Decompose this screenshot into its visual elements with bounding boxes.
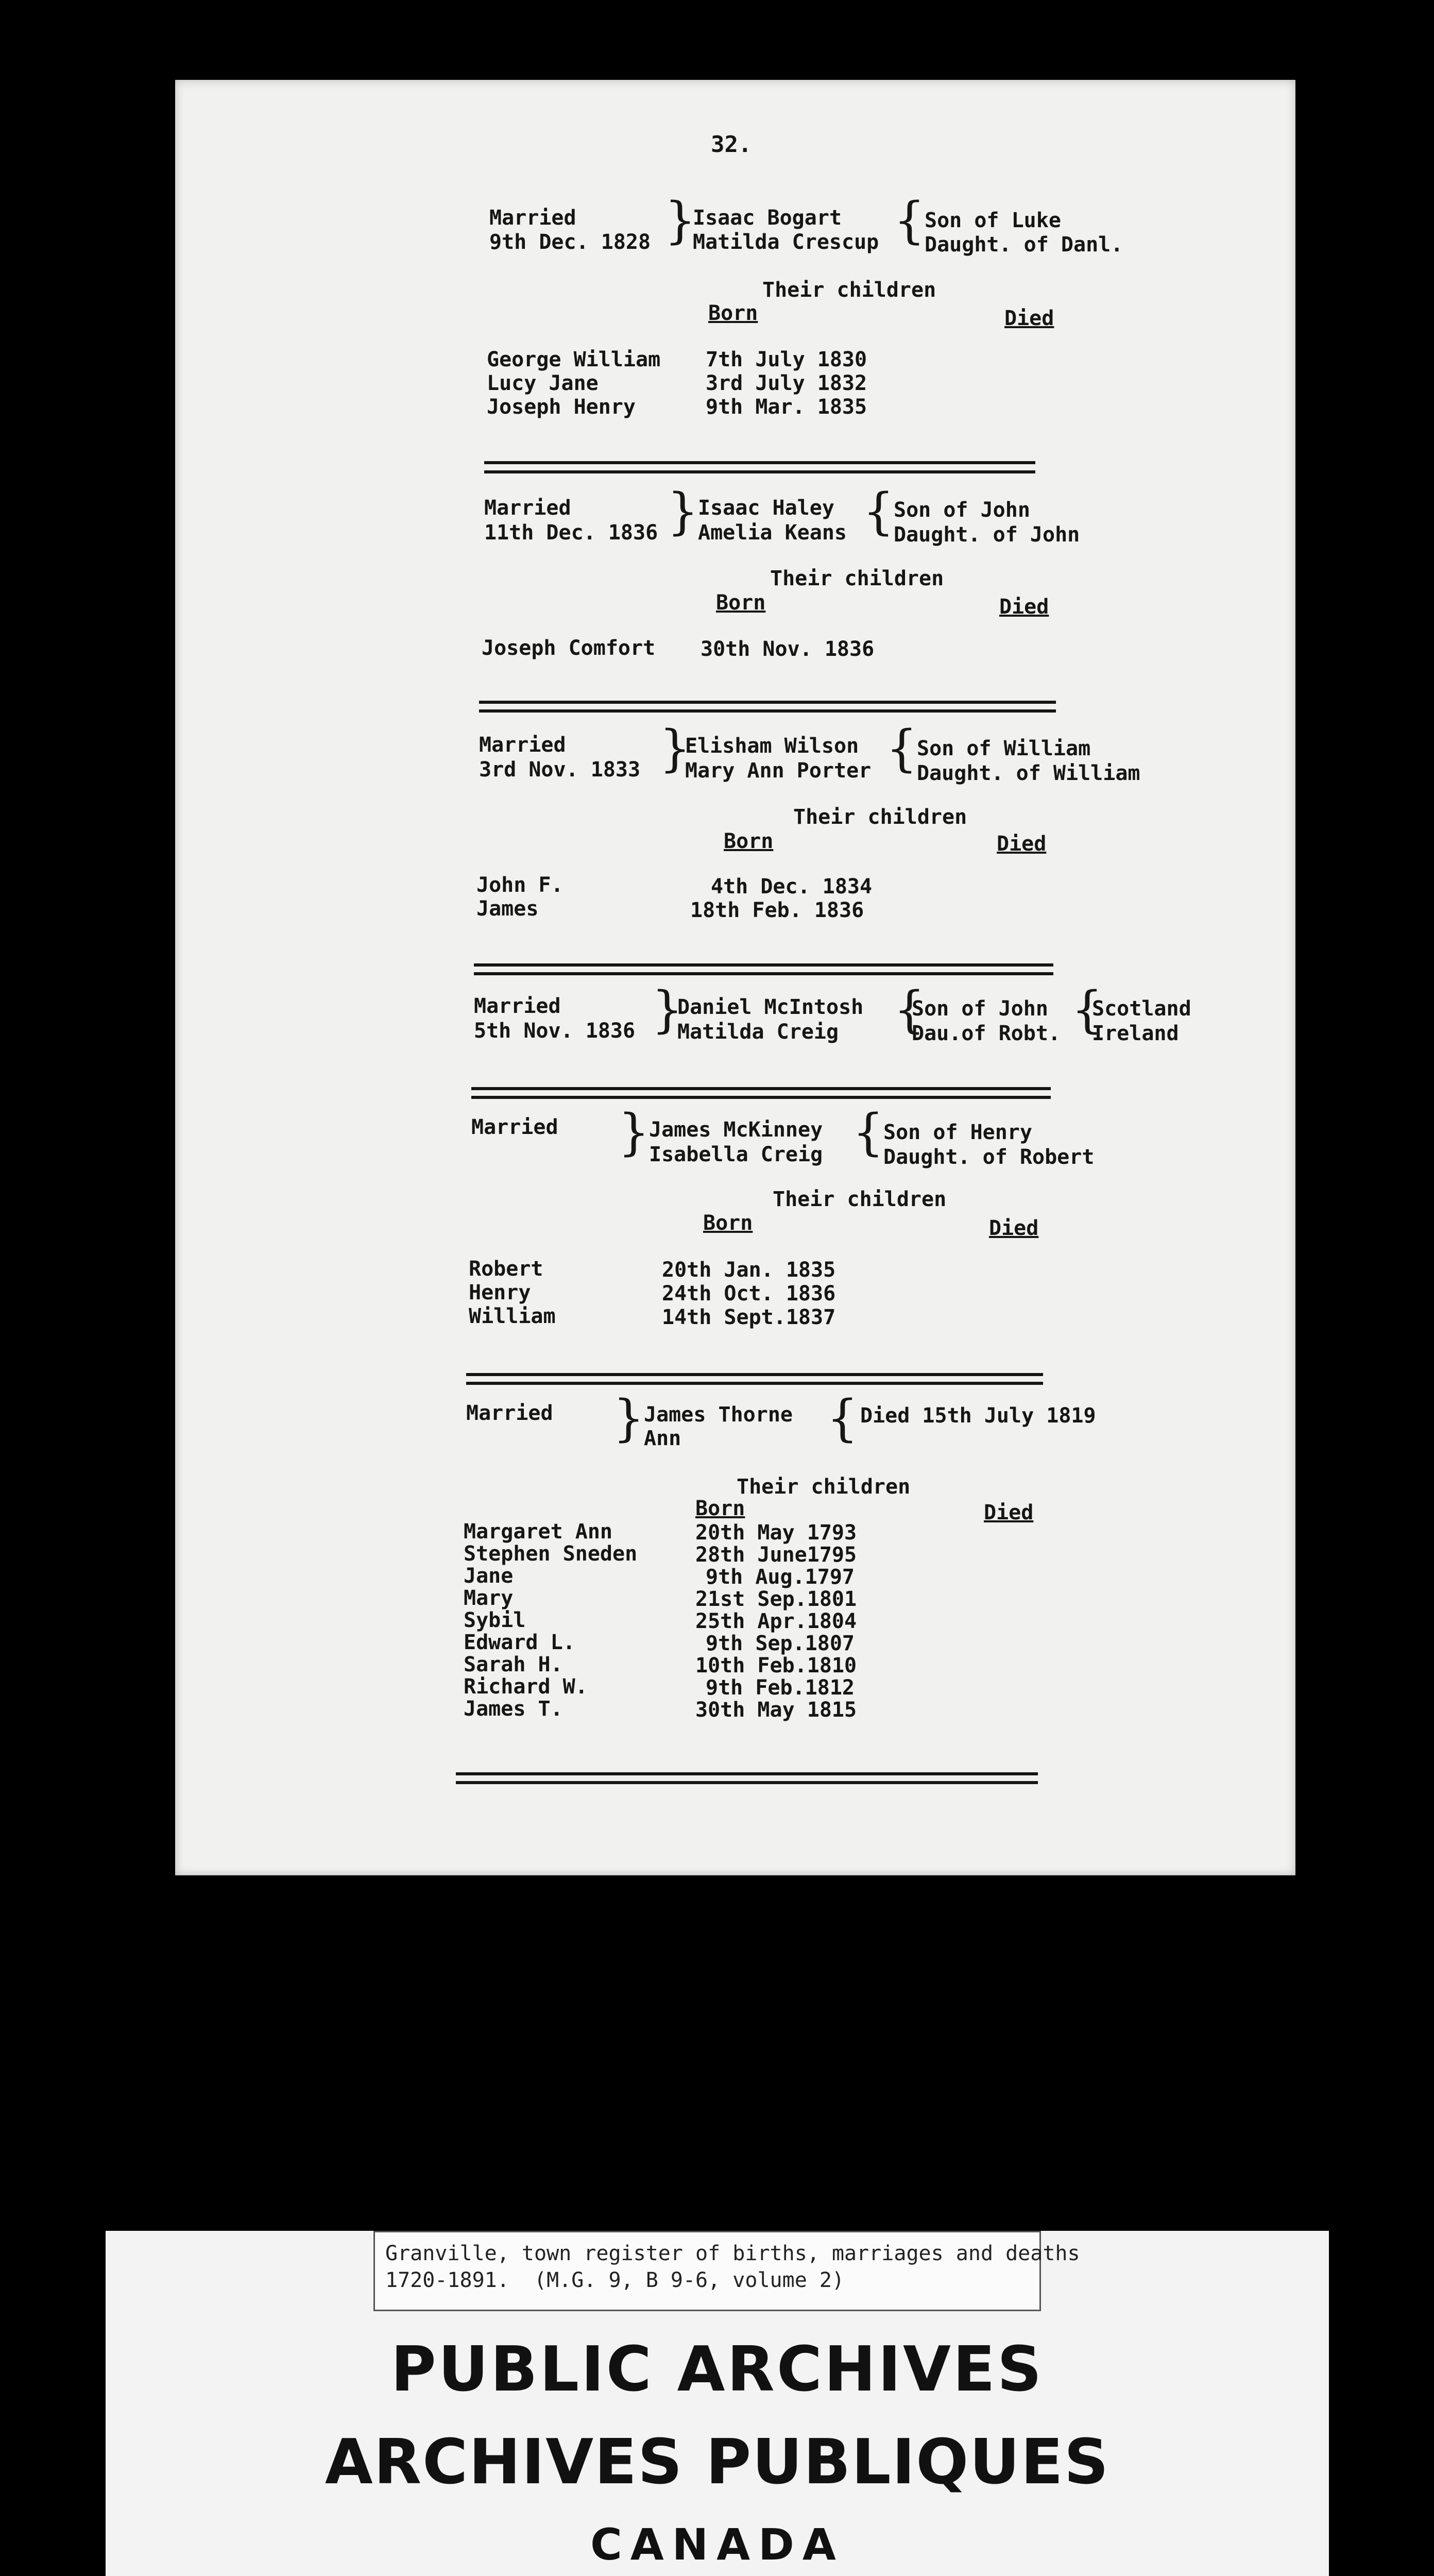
separator-rule xyxy=(474,963,1053,967)
child-name: James xyxy=(476,897,539,921)
separator-rule xyxy=(479,709,1056,713)
husband-parent: Son of John xyxy=(912,997,1048,1021)
separator-rule xyxy=(466,1373,1043,1376)
husband-parent: Son of William xyxy=(917,737,1091,760)
child-name: George William xyxy=(487,348,661,371)
husband-parent: Son of Luke xyxy=(925,209,1061,232)
child-name: James T. xyxy=(464,1697,563,1721)
marriage-date: 5th Nov. 1836 xyxy=(474,1019,636,1043)
brace-glyph: { xyxy=(894,981,926,1039)
husband-parent: Son of John xyxy=(894,498,1030,522)
child-born: 30th Nov. 1836 xyxy=(701,637,875,661)
wife-name: Isabella Creig xyxy=(649,1143,823,1166)
child-born: 21st Sep.1801 xyxy=(695,1587,857,1611)
wife-name: Mary Ann Porter xyxy=(685,759,872,783)
child-born: 20th May 1793 xyxy=(695,1521,857,1545)
child-name: Henry xyxy=(469,1281,531,1304)
husband-name: Isaac Haley xyxy=(698,496,834,520)
child-name: John F. xyxy=(476,873,564,897)
child-name: Jane xyxy=(464,1564,514,1588)
born-heading: Born xyxy=(724,829,774,853)
married-label: Married xyxy=(489,206,576,230)
separator-rule xyxy=(471,1087,1051,1090)
archives-publiques-heading: ARCHIVES PUBLIQUES xyxy=(325,2427,1110,2498)
separator-rule xyxy=(456,1772,1038,1775)
brace-glyph: { xyxy=(852,1104,884,1161)
child-born: 9th Feb.1812 xyxy=(706,1676,855,1700)
brace-glyph: } xyxy=(667,483,699,540)
child-born: 30th May 1815 xyxy=(695,1698,857,1722)
brace-glyph: { xyxy=(827,1389,859,1447)
died-heading: Died xyxy=(997,832,1047,856)
child-name: Mary xyxy=(464,1586,514,1610)
married-label: Married xyxy=(479,733,566,757)
died-heading: Died xyxy=(999,595,1049,619)
separator-rule xyxy=(471,1096,1051,1099)
archive-label-card xyxy=(106,2231,1329,2576)
married-label: Married xyxy=(474,994,561,1018)
brace-glyph: } xyxy=(652,981,684,1039)
husband-origin: Scotland xyxy=(1092,997,1191,1021)
child-born: 25th Apr.1804 xyxy=(695,1609,857,1633)
wife-origin: Ireland xyxy=(1092,1022,1179,1045)
husband-name: Elisham Wilson xyxy=(685,734,859,758)
child-born: 28th June1795 xyxy=(695,1543,857,1567)
brace-glyph: { xyxy=(1071,981,1103,1039)
wife-name: Matilda Creig xyxy=(677,1020,839,1044)
husband-name: Daniel McIntosh xyxy=(677,995,864,1019)
separator-rule xyxy=(484,461,1035,464)
page-number: 32. xyxy=(711,131,752,158)
death-note: Died 15th July 1819 xyxy=(860,1404,1096,1428)
wife-parent: Daught. of Robert xyxy=(883,1145,1095,1169)
brace-glyph: } xyxy=(664,192,696,249)
child-born: 18th Feb. 1836 xyxy=(690,899,864,922)
died-heading: Died xyxy=(1004,307,1054,330)
child-born: 4th Dec. 1834 xyxy=(711,875,873,899)
child-name: Sybil xyxy=(464,1608,526,1632)
child-born: 7th July 1830 xyxy=(706,348,867,371)
public-archives-heading: PUBLIC ARCHIVES xyxy=(390,2334,1044,2405)
children-heading: Their children xyxy=(770,567,944,590)
children-heading: Their children xyxy=(773,1188,947,1211)
child-name: Richard W. xyxy=(464,1675,588,1699)
husband-name: James McKinney xyxy=(649,1118,823,1142)
separator-rule xyxy=(474,972,1053,975)
born-heading: Born xyxy=(708,301,758,325)
marriage-date: 9th Dec. 1828 xyxy=(489,230,651,254)
brace-glyph: } xyxy=(613,1389,645,1447)
marriage-date: 3rd Nov. 1833 xyxy=(479,758,641,782)
wife-name: Matilda Crescup xyxy=(693,230,879,254)
slip-title: Granville, town register of births, marriages and deaths xyxy=(385,2242,1080,2265)
born-heading: Born xyxy=(716,591,766,615)
child-name: Joseph Comfort xyxy=(482,636,656,660)
children-heading: Their children xyxy=(793,805,967,829)
wife-parent: Daught. of Danl. xyxy=(925,233,1123,257)
brace-glyph: { xyxy=(886,720,918,777)
children-heading: Their children xyxy=(762,278,936,302)
husband-name: Isaac Bogart xyxy=(693,206,842,230)
child-name: William xyxy=(469,1304,556,1328)
slip-reference: 1720-1891. (M.G. 9, B 9-6, volume 2) xyxy=(385,2268,845,2292)
child-name: Margaret Ann xyxy=(464,1520,612,1544)
child-born: 9th Aug.1797 xyxy=(706,1565,855,1589)
child-name: Stephen Sneden xyxy=(464,1542,638,1566)
child-born: 20th Jan. 1835 xyxy=(662,1258,836,1282)
catalog-slip xyxy=(373,2231,1080,2311)
married-label: Married xyxy=(471,1115,558,1139)
child-name: Lucy Jane xyxy=(487,371,599,395)
married-label: Married xyxy=(484,496,571,520)
child-born: 9th Sep.1807 xyxy=(706,1632,855,1655)
child-born: 10th Feb.1810 xyxy=(695,1654,857,1677)
married-label: Married xyxy=(466,1401,553,1425)
wife-parent: Dau.of Robt. xyxy=(912,1022,1061,1045)
children-heading: Their children xyxy=(737,1475,911,1499)
brace-glyph: } xyxy=(618,1104,650,1161)
marriage-date: 11th Dec. 1836 xyxy=(484,521,658,545)
husband-parent: Son of Henry xyxy=(883,1121,1032,1144)
separator-rule xyxy=(466,1382,1043,1385)
child-name: Sarah H. xyxy=(464,1653,563,1676)
canada-heading: CANADA xyxy=(590,2519,844,2570)
husband-name: James Thorne xyxy=(644,1403,793,1427)
child-name: Robert xyxy=(469,1257,543,1281)
wife-parent: Daught. of William xyxy=(917,761,1140,785)
register-page xyxy=(175,80,1295,1875)
brace-glyph: { xyxy=(894,192,926,249)
child-born: 9th Mar. 1835 xyxy=(706,395,867,419)
separator-rule xyxy=(456,1781,1038,1784)
brace-glyph: { xyxy=(863,483,895,540)
born-heading: Born xyxy=(703,1211,753,1235)
died-heading: Died xyxy=(989,1216,1039,1240)
child-born: 14th Sept.1837 xyxy=(662,1306,836,1329)
child-name: Edward L. xyxy=(464,1631,575,1654)
wife-name: Ann xyxy=(644,1427,681,1450)
child-born: 3rd July 1832 xyxy=(706,371,867,395)
brace-glyph: } xyxy=(659,720,691,777)
died-heading: Died xyxy=(984,1501,1034,1524)
wife-name: Amelia Keans xyxy=(698,521,847,545)
wife-parent: Daught. of John xyxy=(894,523,1080,547)
separator-rule xyxy=(484,470,1035,473)
child-born: 24th Oct. 1836 xyxy=(662,1282,836,1306)
separator-rule xyxy=(479,701,1056,704)
born-heading: Born xyxy=(695,1497,745,1520)
child-name: Joseph Henry xyxy=(487,395,636,419)
